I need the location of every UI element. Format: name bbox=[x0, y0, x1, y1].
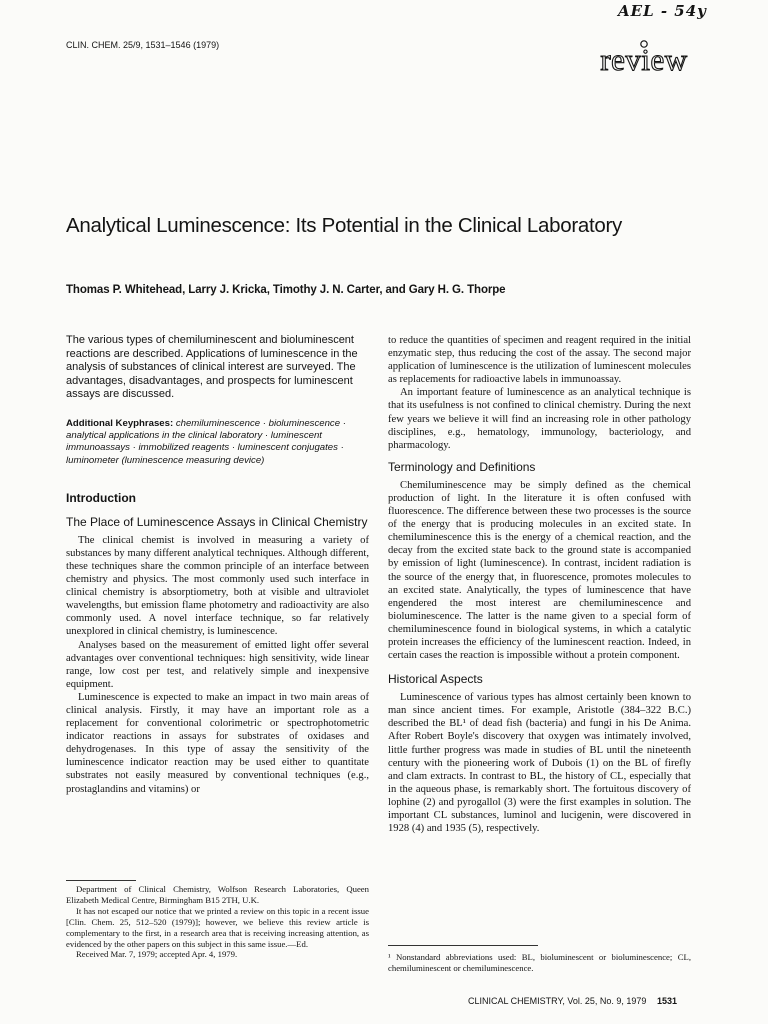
introduction-subheading: The Place of Luminescence Assays in Clinical Chemistry bbox=[66, 514, 368, 529]
keyphrases bbox=[66, 418, 369, 467]
body-paragraph: Luminescence is expected to make an impact in two main areas of clinical analysis. Firstly, it may have an important role as a replacement for conventional colorimetric or spectrophotometric indicator reactions in assays for substrates of oxidases and dehydrogenases. In this type of assay the sensitivity of the luminescence indicator reaction may be used either to quantitate substrates not easily measured by conventional techniques (e.g., prostaglandins and vitamins) or bbox=[66, 691, 369, 795]
keyphrases-label: Additional Keyphrases: bbox=[66, 417, 174, 429]
abbreviations-footnote: ¹ Nonstandard abbreviations used: BL, bioluminescent or bioluminescence; CL, chemiluminescent or chemiluminescence. bbox=[388, 952, 691, 973]
abstract: The various types of chemiluminescent and bioluminescent reactions are described. Applications of luminescence in the analysis of substances of clinical interest are surveyed. The advantages, disadvantages, and prospects for luminescent assays are discussed. bbox=[66, 334, 358, 401]
body-paragraph: The clinical chemist is involved in measuring a variety of substances by many different analytical techniques. Although different, these techniques share the common principle of an interface between chemistry and physics. The most commonly used such interface in clinical chemistry is absorptiometry, both at visible and ultraviolet wavelengths, but emission flame photometry and radioactivity are also commonly used. A novel interface technique, so far relatively unexplored in clinical chemistry, is luminescence. bbox=[66, 534, 369, 638]
editor-note: It has not escaped our notice that we printed a review on this topic in a recent issue [Clin. Chem. 25, 512–520 (1979)]; however, we believe this review article is complementary to the first, in a research area that is receiving increasing attention, as evidenced by the other papers on this subject in this same issue.—Ed. bbox=[66, 905, 369, 949]
body-paragraph: An important feature of luminescence as an analytical technique is that its usefulness is not confined to clinical chemistry. During the next few years we believe it will find an increasing role in other pathology disciplines, e.g., hematology, immunology, bacteriology, and pharmacology. bbox=[388, 387, 691, 451]
handwritten-note: AEL - 54y bbox=[618, 2, 707, 20]
journal-footer: CLINICAL CHEMISTRY, Vol. 25, No. 9, 1979 bbox=[468, 996, 647, 1006]
page-number: 1531 bbox=[656, 996, 677, 1006]
introduction-heading: Introduction bbox=[66, 490, 136, 505]
body-paragraph: to reduce the quantities of specimen and reagent required in the initial enzymatic step, thus reducing the cost of the assay. The second major application of luminescence is the utilization of luminescent molecules as replacements for radioactive labels in immunoassay. bbox=[388, 335, 691, 386]
article-authors: Thomas P. Whitehead, Larry J. Kricka, Timothy J. N. Carter, and Gary H. G. Thorpe bbox=[66, 284, 506, 296]
page-footer bbox=[468, 996, 677, 1006]
body-paragraph: Luminescence of various types has almost certainly been known to man since ancient times. For example, Aristotle (384–322 B.C.) described the BL¹ of dead fish (bacteria) and fungi in his De Anima. After Robert Boyle's discovery that oxygen was intimately involved, little further progress was made in studies of BL until the nineteenth century with the pioneering work of Dubois (1) on the BL of firefly and clam extracts. In contrast to BL, the history of CL, especially that in the aqueous phase, is remarkably short. The fortuitous discovery of lophine (2) and pyrogallol (3) were the first examples in solution. The important CL substances, luminol and lucigenin, were discovered in 1928 (4) and 1935 (5), respectively. bbox=[388, 692, 691, 835]
historical-heading: Historical Aspects bbox=[388, 672, 483, 687]
terminology-heading: Terminology and Definitions bbox=[388, 459, 536, 474]
footnote-divider bbox=[66, 880, 136, 881]
received-note: Received Mar. 7, 1979; accepted Apr. 4, 1979. bbox=[76, 949, 238, 960]
review-label: review bbox=[600, 42, 688, 75]
keyphrases-text: chemiluminescence · bioluminescence · analytical applications in the clinical laboratory · luminescent immunoassays · immobilized reagents · luminescent conjugates · luminometer (luminescence measuring device) bbox=[66, 417, 346, 466]
journal-citation: CLIN. CHEM. 25/9, 1531–1546 (1979) bbox=[66, 40, 220, 50]
footnote-divider bbox=[388, 945, 538, 946]
footnote-block bbox=[66, 884, 369, 960]
body-paragraph: Chemiluminescence may be simply defined as the chemical production of light. In the literature it is often confused with fluorescence. The difference between these two processes is the source of the energy that is producing molecules in an excited state. In chemiluminescence this is the energy of a chemical reaction, and the decay from the excited state back to the ground state is accompanied by emission of light (luminescence). In contrast, incident radiation is the source of the energy that, in fluorescence, promotes molecules to an excited state. Analytically, the types of luminescence that have engendered the most interest are chemiluminescence and bioluminescence. The latter is the name given to a special form of chemiluminescence found in biological systems, in which a catalytic protein increases the efficiency of the luminescent reaction. Indeed, in certain cases the reaction is impossible without a protein component. bbox=[388, 479, 691, 662]
left-column bbox=[66, 334, 369, 796]
body-paragraph: Analyses based on the measurement of emitted light offer several advantages over conventional techniques: high sensitivity, wide linear range, low cost per test, and relatively simple and inexpensive equipment. bbox=[66, 639, 369, 690]
review-section-logo bbox=[580, 39, 708, 75]
right-column bbox=[388, 334, 691, 835]
article-title: Analytical Luminescence: Its Potential in the Clinical Laboratory bbox=[66, 214, 622, 237]
affiliation-note: Department of Clinical Chemistry, Wolfson Research Laboratories, Queen Elizabeth Medical Centre, Birmingham B15 2TH, U.K. bbox=[66, 884, 369, 905]
